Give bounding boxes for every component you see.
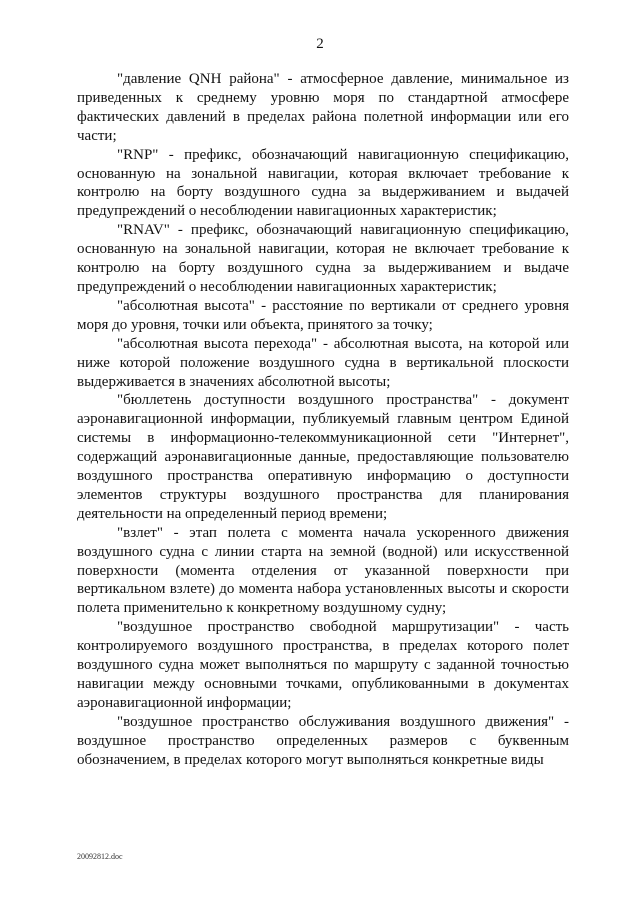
definition-paragraph: "RNP" - префикс, обозначающий навигационную спецификацию, основанную на зональной навигации, которая включает требование к контролю на борту воздушного судна за выдерживанием и выдачей предупреждений о несоблюдении навигационных характеристик; xyxy=(77,146,569,220)
definition-paragraph: "абсолютная высота" - расстояние по вертикали от среднего уровня моря до уровня, точки или объекта, принятого за точку; xyxy=(77,297,569,333)
document-body xyxy=(77,70,569,770)
page-number: 2 xyxy=(316,36,324,52)
definition-paragraph: "взлет" - этап полета с момента начала ускоренного движения воздушного судна с линии старта на земной (водной) или искусственной поверхности (момента отделения от указанной поверхности при вертикальном взлете) до момента набора установленных высоты и скорости полета применительно к конкретному воздушному судну; xyxy=(77,524,569,617)
definition-paragraph: "давление QNH района" - атмосферное давление, минимальное из приведенных к среднему уровню моря по стандартной атмосфере фактических давлений в пределах района полетной информации или его части; xyxy=(77,71,569,144)
file-name-footer: 20092812.doc xyxy=(77,852,123,861)
definition-paragraph: "воздушное пространство обслуживания воздушного движения" - воздушное пространство определенных размеров с буквенным обозначением, в пределах которого могут выполняться конкретные виды xyxy=(77,713,569,768)
definition-paragraph: "RNAV" - префикс, обозначающий навигационную спецификацию, основанную на зональной навигации, которая не включает требование к контролю на борту воздушного судна за выдерживанием и выдаче предупреждений о несоблюдении навигационных характеристик; xyxy=(77,222,569,295)
definition-paragraph: "абсолютная высота перехода" - абсолютная высота, на которой или ниже которой положение воздушного судна в вертикальной плоскости выдерживается в значениях абсолютной высоты; xyxy=(77,335,569,390)
definition-paragraph: "воздушное пространство свободной маршрутизации" - часть контролируемого воздушного пространства, в пределах которого полет воздушного судна может выполняться по маршруту с заданной точностью навигации между основными точками, опубликованными в документах аэронавигационной информации; xyxy=(77,619,569,711)
definition-paragraph: "бюллетень доступности воздушного пространства" - документ аэронавигационной информации, публикуемый главным центром Единой системы в информационно-телекоммуникационной сети "Интернет", содержащий аэронавигационные данные, предоставляющие пользователю воздушного пространства оперативную информацию о доступности элементов структуры воздушного пространства для планирования деятельности на определенный период времени; xyxy=(77,392,569,522)
